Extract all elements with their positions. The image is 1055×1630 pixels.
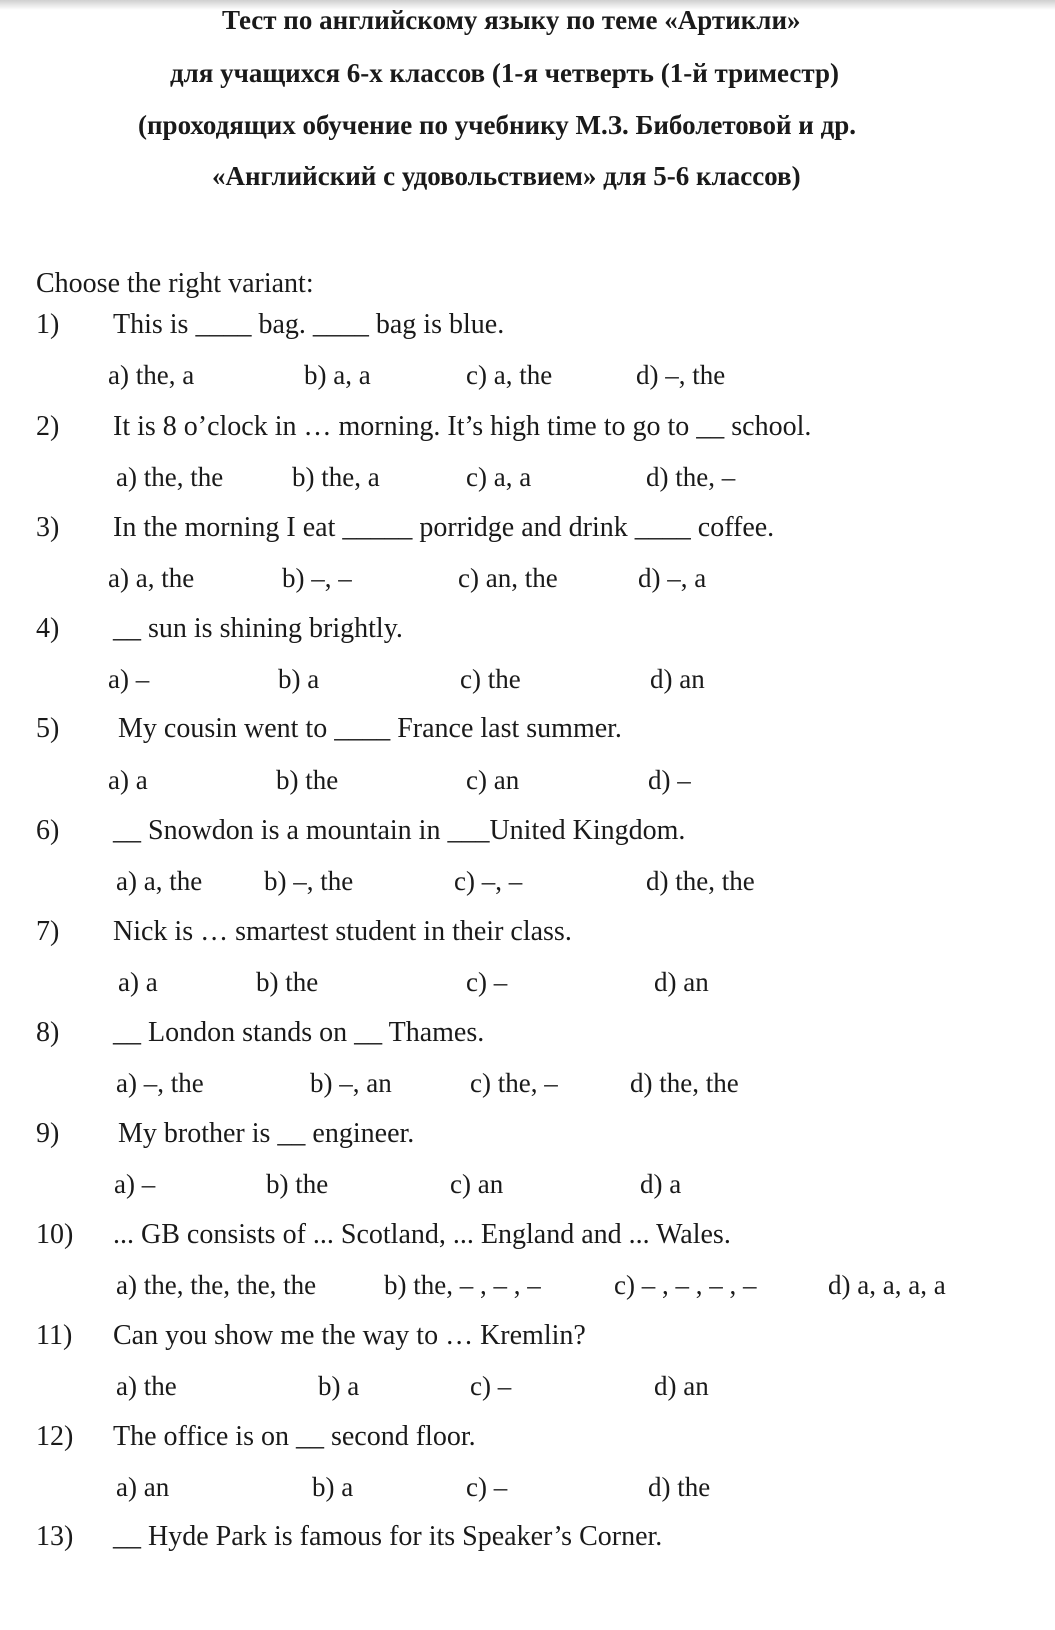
answer-option: c) –, – bbox=[454, 866, 523, 896]
question-text: My cousin went to ____ France last summer. bbox=[118, 713, 622, 744]
answer-option: d) an bbox=[654, 1371, 709, 1401]
answer-option: a) – bbox=[114, 1169, 156, 1199]
answer-option: c) the bbox=[460, 664, 521, 694]
answer-option: d) – bbox=[648, 765, 691, 795]
answer-option: b) –, an bbox=[310, 1068, 392, 1098]
answer-option: c) – , – , – , – bbox=[614, 1270, 757, 1300]
answer-option: c) an bbox=[466, 765, 520, 795]
question-number: 8) bbox=[36, 1017, 60, 1048]
header-line-3: (проходящих обучение по учебнику М.З. Биболетовой и др. bbox=[138, 110, 857, 140]
answer-option: c) – bbox=[466, 1472, 508, 1502]
answer-option: c) a, a bbox=[466, 462, 532, 492]
answer-option: b) the, – , – , – bbox=[384, 1270, 541, 1300]
answer-option: b) the, a bbox=[292, 462, 380, 492]
question-text: __ sun is shining brightly. bbox=[113, 613, 403, 644]
answer-option: b) –, the bbox=[264, 866, 354, 896]
answer-option: a) the, a bbox=[108, 360, 195, 390]
question-text: __ Snowdon is a mountain in ___United Kingdom. bbox=[113, 815, 686, 846]
instruction-text: Choose the right variant: bbox=[36, 268, 314, 299]
answer-option: c) an, the bbox=[458, 563, 558, 593]
question-text: My brother is __ engineer. bbox=[118, 1118, 415, 1149]
answer-option: d) the, the bbox=[646, 866, 755, 896]
question-row bbox=[0, 1218, 1055, 1252]
question-row bbox=[0, 612, 1055, 646]
question-text: ... GB consists of ... Scotland, ... England and ... Wales. bbox=[113, 1219, 731, 1250]
question-text: Can you show me the way to … Kremlin? bbox=[113, 1320, 586, 1351]
answer-option: c) an bbox=[450, 1169, 504, 1199]
question-number: 11) bbox=[36, 1320, 73, 1351]
question-text: In the morning I eat _____ porridge and drink ____ coffee. bbox=[113, 512, 775, 543]
answer-option: a) – bbox=[108, 664, 150, 694]
answer-option: c) the, – bbox=[470, 1068, 558, 1098]
answer-option: a) a, the bbox=[108, 563, 195, 593]
answer-option: b) a bbox=[312, 1472, 354, 1502]
answer-option: d) the bbox=[648, 1472, 711, 1502]
answer-option: a) a bbox=[108, 765, 148, 795]
answer-option: b) the bbox=[276, 765, 339, 795]
answer-option: a) –, the bbox=[116, 1068, 204, 1098]
question-number: 1) bbox=[36, 309, 60, 340]
answer-option: a) a bbox=[118, 967, 158, 997]
answer-option: b) a, a bbox=[304, 360, 371, 390]
answer-option: a) the bbox=[116, 1371, 177, 1401]
answer-option: d) an bbox=[654, 967, 709, 997]
header-line-4: «Английский с удовольствием» для 5-6 классов) bbox=[212, 161, 801, 191]
answer-option: b) a bbox=[318, 1371, 360, 1401]
question-row bbox=[0, 410, 1055, 444]
answer-option: d) –, the bbox=[636, 360, 726, 390]
answer-option: a) a, the bbox=[116, 866, 203, 896]
answer-option: d) the, the bbox=[630, 1068, 739, 1098]
header-line-1: Тест по английскому языку по теме «Артикли» bbox=[222, 5, 801, 35]
question-row bbox=[0, 1520, 1055, 1554]
answer-option: c) – bbox=[466, 967, 508, 997]
question-row bbox=[0, 814, 1055, 848]
question-row bbox=[0, 511, 1055, 545]
answer-option: b) the bbox=[266, 1169, 329, 1199]
question-text: Nick is … smartest student in their class. bbox=[113, 916, 572, 947]
answer-option: b) –, – bbox=[282, 563, 352, 593]
question-text: The office is on __ second floor. bbox=[113, 1421, 476, 1452]
answer-option: d) the, – bbox=[646, 462, 736, 492]
question-number: 13) bbox=[36, 1521, 74, 1552]
answer-option: b) a bbox=[278, 664, 320, 694]
answer-option: d) an bbox=[650, 664, 705, 694]
answer-option: d) –, a bbox=[638, 563, 707, 593]
question-row bbox=[0, 1016, 1055, 1050]
answer-option: d) a bbox=[640, 1169, 682, 1199]
question-number: 5) bbox=[36, 713, 60, 744]
question-row bbox=[0, 1117, 1055, 1151]
question-text: It is 8 o’clock in … morning. It’s high time to go to __ school. bbox=[113, 411, 812, 442]
question-number: 9) bbox=[36, 1118, 60, 1149]
header-line-2: для учащихся 6-х классов (1-я четверть (1-й триместр) bbox=[170, 58, 839, 88]
question-row bbox=[0, 308, 1055, 342]
question-row bbox=[0, 1319, 1055, 1353]
question-number: 12) bbox=[36, 1421, 74, 1452]
question-text: __ Hyde Park is famous for its Speaker’s Corner. bbox=[113, 1521, 663, 1552]
answer-option: a) an bbox=[116, 1472, 170, 1502]
question-number: 2) bbox=[36, 411, 60, 442]
question-row bbox=[0, 915, 1055, 949]
question-number: 3) bbox=[36, 512, 60, 543]
question-number: 4) bbox=[36, 613, 60, 644]
answer-option: d) a, a, a, a bbox=[828, 1270, 946, 1300]
question-number: 10) bbox=[36, 1219, 74, 1250]
question-row bbox=[0, 1420, 1055, 1454]
answer-option: c) a, the bbox=[466, 360, 553, 390]
answer-option: a) the, the, the, the bbox=[116, 1270, 317, 1300]
question-text: This is ____ bag. ____ bag is blue. bbox=[113, 309, 505, 340]
question-number: 6) bbox=[36, 815, 60, 846]
question-row bbox=[0, 712, 1055, 746]
question-text: __ London stands on __ Thames. bbox=[113, 1017, 485, 1048]
question-number: 7) bbox=[36, 916, 60, 947]
answer-option: c) – bbox=[470, 1371, 512, 1401]
answer-option: b) the bbox=[256, 967, 319, 997]
answer-option: a) the, the bbox=[116, 462, 224, 492]
